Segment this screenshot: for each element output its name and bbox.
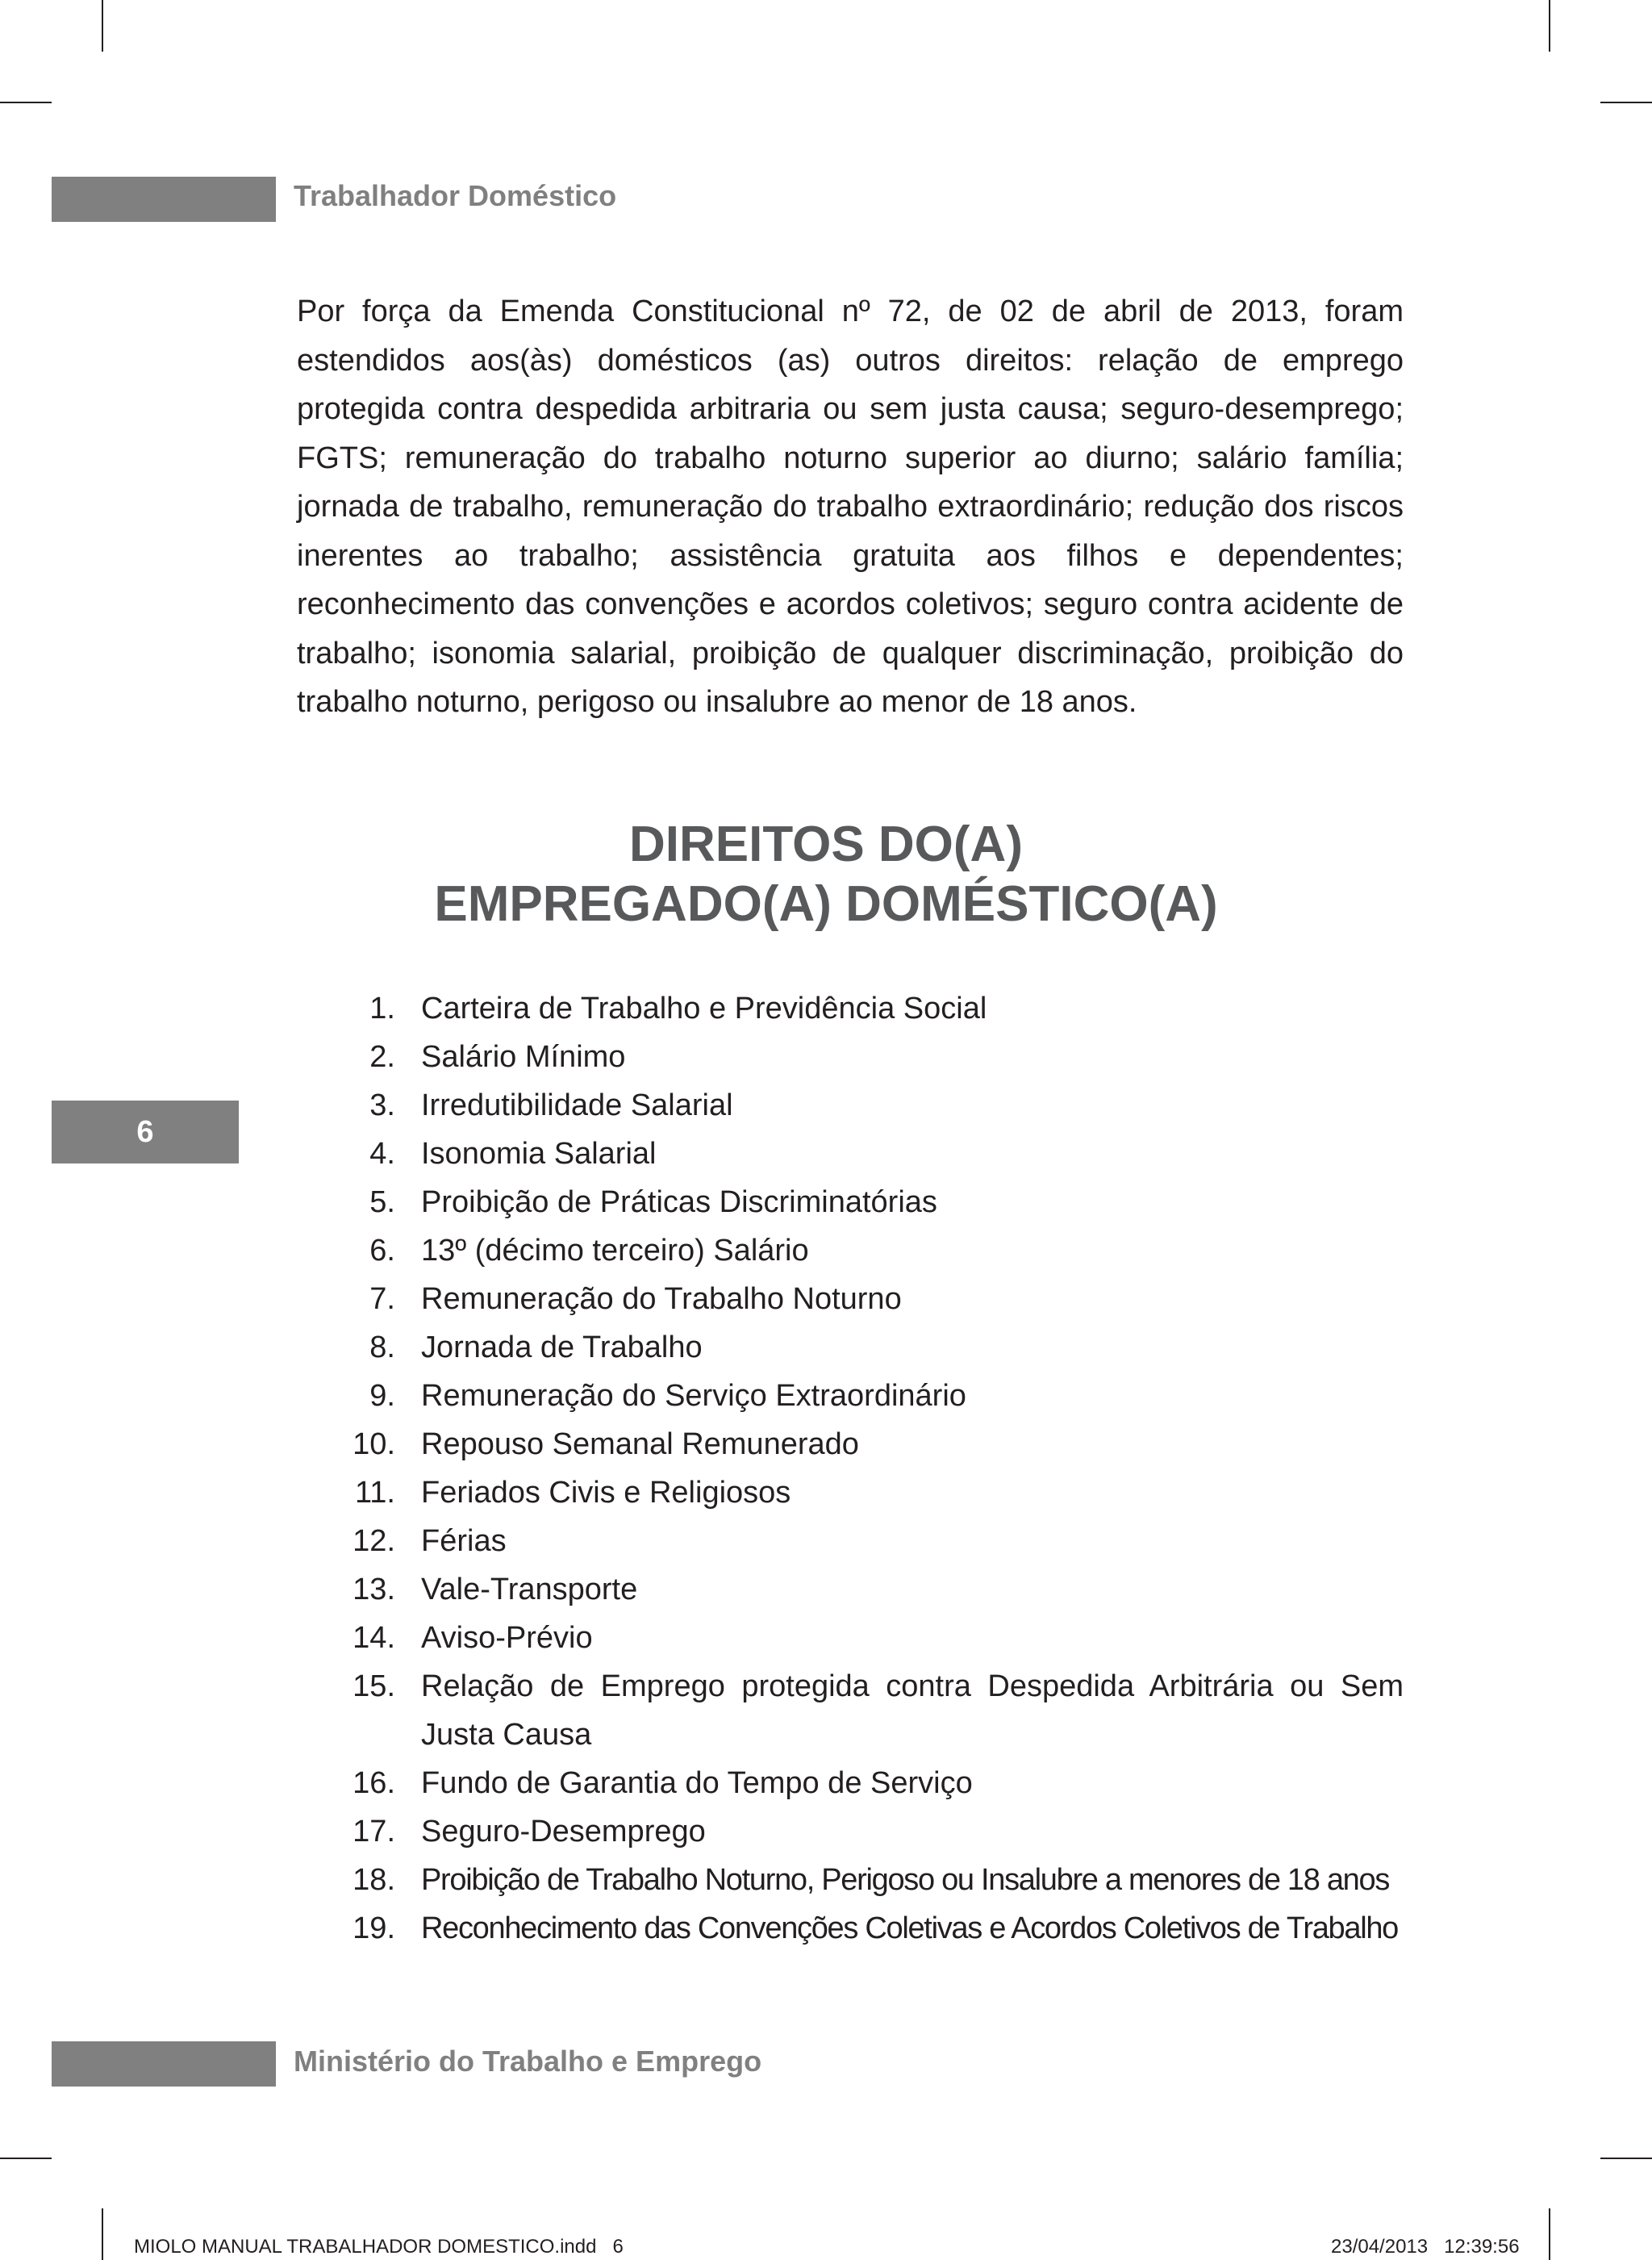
list-item-text: Feriados Civis e Religiosos (421, 1476, 791, 1510)
list-item-text: Repouso Semanal Remunerado (421, 1427, 859, 1461)
list-item (326, 1856, 1404, 1904)
header-bar (52, 177, 276, 222)
list-item (326, 984, 1404, 1033)
list-item-text: Proibição de Trabalho Noturno, Perigoso ou Insalubre a menores de 18 anos (421, 1863, 1390, 1897)
list-item (326, 1323, 1404, 1372)
list-item (326, 1226, 1404, 1275)
section-heading-line1: DIREITOS DO(A) (629, 817, 1023, 872)
crop-mark (1600, 2158, 1652, 2159)
list-item (326, 1178, 1404, 1226)
list-item-text: Férias (421, 1524, 507, 1558)
list-item-text: Fundo de Garantia do Tempo de Serviço (421, 1766, 973, 1800)
list-item (326, 1759, 1404, 1807)
print-slug-datetime: 23/04/2013 12:39:56 (1331, 2236, 1520, 2258)
crop-mark (0, 102, 52, 103)
list-item (326, 1033, 1404, 1081)
rights-list (326, 984, 1404, 1953)
list-item-number: 11. (354, 1476, 395, 1510)
crop-mark (102, 0, 103, 52)
footer-running-title: Ministério do Trabalho e Emprego (294, 2045, 762, 2078)
list-item (326, 1081, 1404, 1130)
list-item-text: Isonomia Salarial (421, 1137, 657, 1171)
list-item (326, 1372, 1404, 1420)
list-item-text: Remuneração do Trabalho Noturno (421, 1282, 902, 1316)
header-running-title: Trabalhador Doméstico (294, 179, 617, 212)
list-item-number: 3. (369, 1088, 395, 1122)
list-item-text: Jornada de Trabalho (421, 1331, 703, 1364)
page-number-tab (52, 1101, 239, 1163)
list-item-text: Carteira de Trabalho e Previdência Social (421, 992, 987, 1026)
list-item (326, 1565, 1404, 1614)
list-item-number: 19. (353, 1911, 395, 1945)
page-number: 6 (136, 1114, 154, 1149)
list-item-text: Irredutibilidade Salarial (421, 1088, 733, 1122)
list-item-text: Salário Mínimo (421, 1040, 626, 1074)
list-item-number: 16. (353, 1766, 395, 1800)
list-item-text: Seguro-Desemprego (421, 1815, 706, 1849)
list-item-number: 5. (369, 1185, 395, 1219)
list-item (326, 1275, 1404, 1323)
list-item-text: Reconhecimento das Convenções Coletivas e Acordos Coletivos de Trabalho (421, 1911, 1399, 1945)
list-item-text: Remuneração do Serviço Extraordinário (421, 1379, 966, 1413)
list-item (326, 1517, 1404, 1565)
intro-paragraph: Por força da Emenda Constitucional nº 72, de 02 de abril de 2013, foram estendidos aos(às) domésticos (as) outros direitos: relação de emprego protegida contra despedida arbitraria ou sem justa causa; seguro-desemprego; FGTS; remuneração do trabalho noturno superior ao diurno; salário família; jornada de trabalho, remuneração do trabalho extraordinário; redução dos riscos inerentes ao trabalho; assistência gratuita aos filhos e dependentes; reconhecimento das convenções e acordos coletivos; seguro contra acidente de trabalho; isonomia salarial, proibição de qualquer discriminação, proibição do trabalho noturno, perigoso ou insalubre ao menor de 18 anos. (297, 295, 1404, 719)
crop-mark (1549, 0, 1550, 52)
list-item-number: 4. (369, 1137, 395, 1171)
list-item (326, 1807, 1404, 1856)
list-item (326, 1130, 1404, 1178)
list-item-number: 12. (353, 1524, 395, 1558)
crop-mark (1549, 2208, 1550, 2260)
crop-mark (0, 2158, 52, 2159)
print-slug-file: MIOLO MANUAL TRABALHADOR DOMESTICO.indd 6 (134, 2236, 624, 2258)
list-item-number: 7. (369, 1282, 395, 1316)
list-item-text: Aviso-Prévio (421, 1621, 593, 1655)
list-item-number: 14. (353, 1621, 395, 1655)
list-item-number: 15. (353, 1669, 395, 1703)
list-item-number: 17. (353, 1815, 395, 1849)
list-item-text: Relação de Emprego protegida contra Despedida Arbitrária ou Sem Justa Causa (421, 1669, 1404, 1752)
list-item (326, 1614, 1404, 1662)
list-item (326, 1468, 1404, 1517)
crop-mark (1600, 102, 1652, 103)
list-item-text: Proibição de Práticas Discriminatórias (421, 1185, 937, 1219)
list-item-number: 13. (353, 1573, 395, 1606)
list-item (326, 1420, 1404, 1468)
list-item-number: 6. (369, 1234, 395, 1268)
list-item (326, 1904, 1404, 1953)
crop-mark (102, 2208, 103, 2260)
list-item (326, 1662, 1404, 1759)
list-item-number: 10. (353, 1427, 395, 1461)
list-item-number: 9. (369, 1379, 395, 1413)
list-item-text: Vale-Transporte (421, 1573, 638, 1606)
list-item-number: 8. (369, 1331, 395, 1364)
list-item-number: 18. (353, 1863, 395, 1897)
list-item-text: 13º (décimo terceiro) Salário (421, 1234, 809, 1268)
list-item-number: 2. (369, 1040, 395, 1074)
list-item-number: 1. (369, 992, 395, 1026)
footer-bar (52, 2041, 276, 2087)
section-heading-line2: EMPREGADO(A) DOMÉSTICO(A) (434, 876, 1218, 932)
